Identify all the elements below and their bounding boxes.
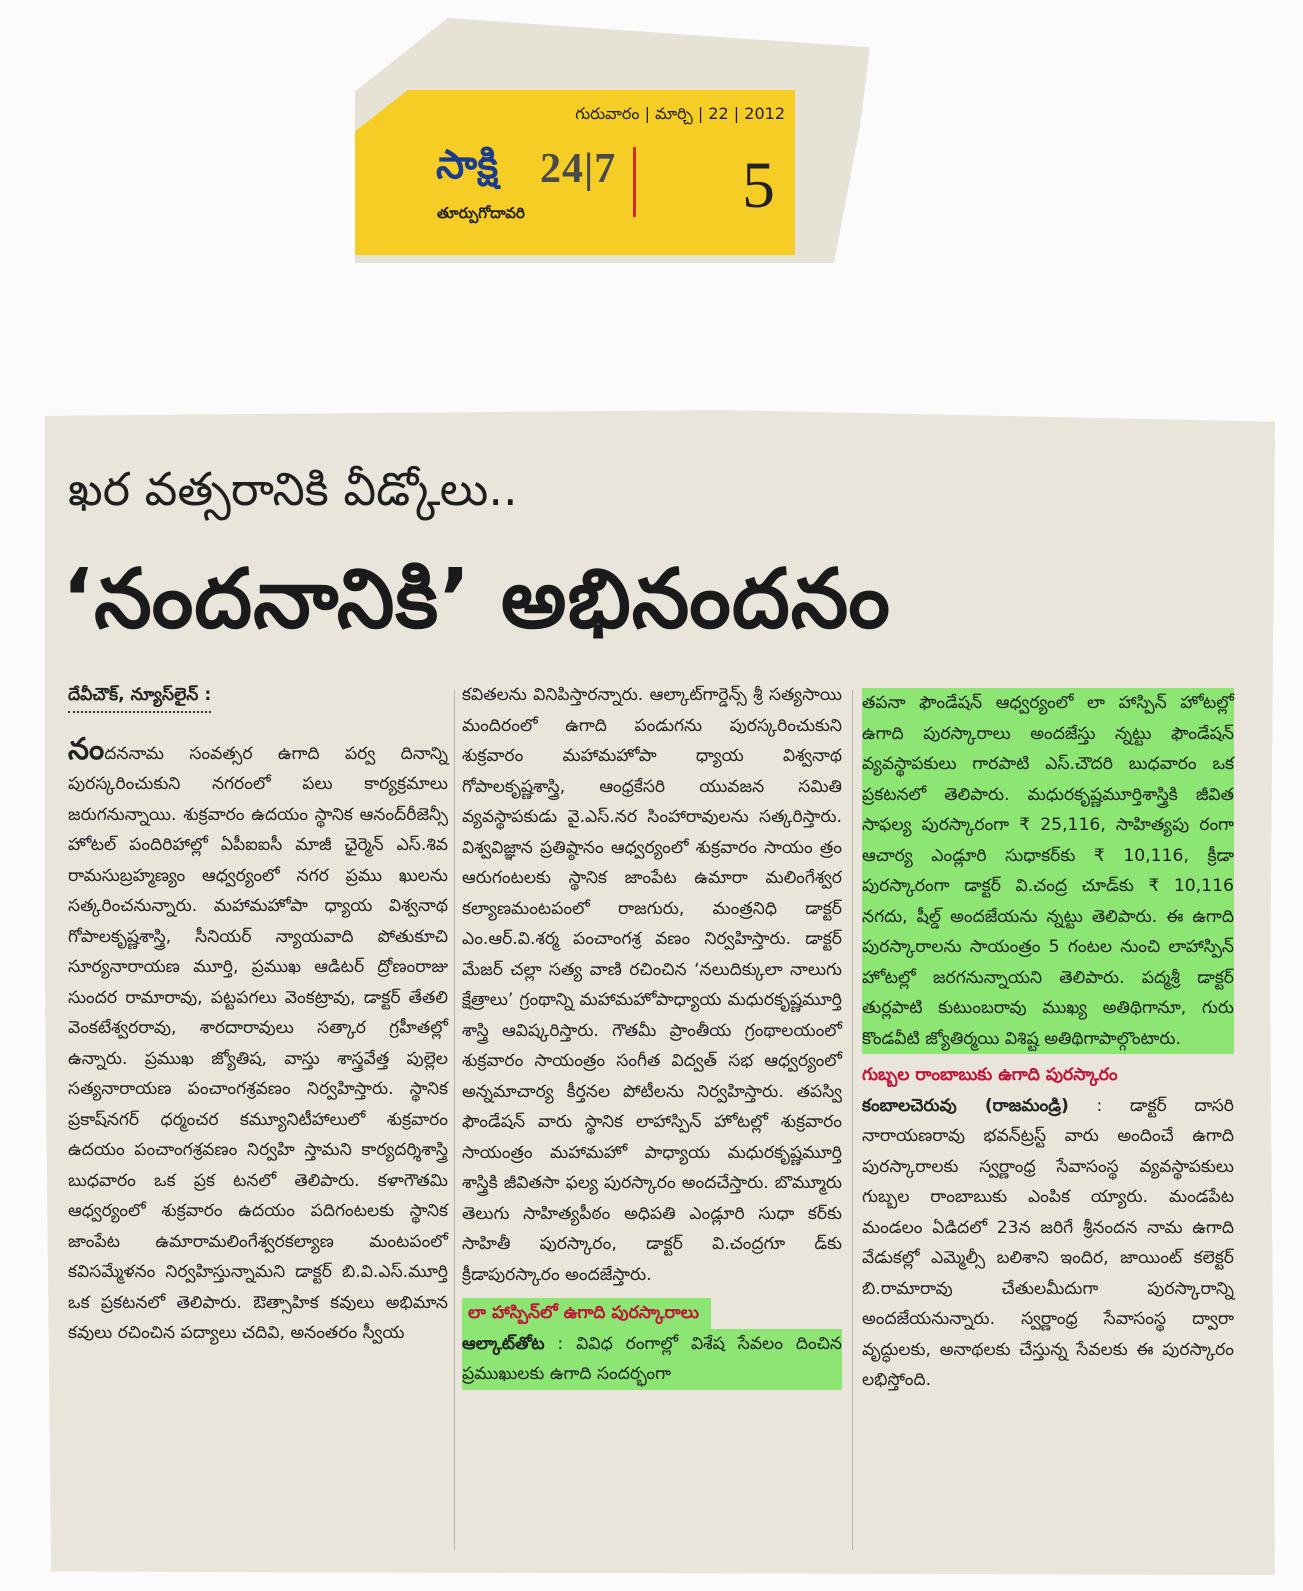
- masthead-page-number: 5: [742, 149, 775, 222]
- column-2-place: ఆల్కాట్‌తోట: [462, 1333, 545, 1354]
- drop-cap: నం: [68, 731, 105, 767]
- masthead-date: గురువారం | మార్చి | 22 | 2012: [575, 104, 785, 123]
- masthead-edition: 24|7: [540, 146, 617, 192]
- subhead-la-hospin: లా హాస్పిన్‌లో ఉగాది పురస్కారాలు: [462, 1298, 711, 1329]
- column-1-body: దననామ సంవత్సర ఉగాది పర్వ దినాన్ని పురస్కరించుకుని నగరంలో పలు కార్యక్రమాలు జరుగనున్నాయి. శుక్రవారం ఉదయం స్థానిక ఆనంద్‌రీజెన్సీ హోటల్ పందిరిహాల్లో ఏపీఐఐసీ మాజీ ఛైర్మెన్ ఎస్.శివ రామసుబ్రహ్మణ్యం ఆధ్వర్యంలో నగర ప్రము ఖులను సత్కరించనున్నారు. మహామహోపా ధ్యాయ విశ్వనాథ గోపాలకృష్ణశాస్త్రి, సీనియర్ న్యాయవాది పోతుకూచి సూర్యనారాయణ మూర్తి, ప్రముఖ ఆడిటర్ ద్రోణంరాజు సుందర రామారావు, పట్టపగలు వెంకట్రావు, డాక్టర్ తేతలి వెంకటేశ్వరరావు, శారదారావులు సత్కార గ్రహీతల్లో ఉన్నారు. ప్రముఖ జ్యోతిష, వాస్తు శాస్త్రవేత్త పుల్లెల సత్యనారాయణ పంచాంగశ్రవణం నిర్వహిస్తారు. స్థానిక ప్రకాష్‌నగర్ ధర్మంచర కమ్యూనిటీహాలులో శుక్రవారం ఉదయం పంచాంగశ్రవణం నిర్వహి స్తామని కార్యదర్శిశాస్త్రి బుధవారం ఒక ప్రక టనలో తెలిపారు. కళాగౌతమి ఆధ్వర్యంలో శుక్రవారం ఉదయం పదిగంటలకు స్థానిక జాంపేట ఉమారామలింగేశ్వరకల్యాణ మంటపంలో కవిసమ్మేళనం నిర్వహిస్తున్నామని డాక్టర్ బి.వి.ఎస్.మూర్తి ఒక ప్రకటనలో తెలిపారు. ఔత్సాహిక కవులు అభిమాన కవులు రచించిన పద్యాలు చదివి, అనంతరం స్వీయ: [68, 743, 448, 1343]
- article-dateline: దేవీచౌక్, న్యూస్‌లైన్ :: [68, 680, 211, 713]
- column-2-body-2: : వివిధ రంగాల్లో విశేష సేవలం దించిన ప్రముఖులకు ఉగాది సందర్భంగా: [462, 1333, 842, 1384]
- column-divider: [852, 690, 853, 1550]
- article-column-3: [862, 688, 1234, 1396]
- masthead-red-rule: [633, 147, 636, 217]
- article-column-2: [462, 680, 842, 1390]
- masthead-brand: సాక్షి: [436, 142, 499, 188]
- column-3-place: కంబాలచెరువు (రాజమండ్రి): [862, 1095, 1069, 1116]
- column-3-highlighted-body: తపనా ఫౌండేషన్ ఆధ్వర్యంలో లా హాస్పిన్ హోటల్లో ఉగాది పురస్కారాలు అందజేస్తు న్నట్టు ఫౌండేషన్ వ్యవస్థాపకులు గారపాటి ఎస్.చౌదరి బుధవారం ఒక ప్రకటనలో తెలిపారు. మధురకృష్ణమూర్తిశాస్త్రికి జీవిత సాఫల్య పురస్కారంగా ₹ 25,116, సాహిత్యపు రంగా ఆచార్య ఎండ్లూరి సుధాకర్‌కు ₹ 10,116, క్రీడా పురస్కారంగా డాక్టర్ వి.చంద్ర చూడ్‌కు ₹ 10,116 నగదు, షీల్డ్ అందజేయను న్నట్టు తెలిపారు. ఈ ఉగాది పురస్కారాలను సాయంత్రం 5 గంటల నుంచి లాహాస్పిన్ హోటల్లో జరగనున్నాయని తెలిపారు. పద్మశ్రీ డాక్టర్ తుర్లపాటి కుటుంబరావు ముఖ్య అతిథిగానూ, గురు కొండవీటి జ్యోతిర్మయి విశిష్ట అతిథిగాపాల్గొంటారు.: [862, 688, 1234, 1054]
- article-column-1: [68, 680, 448, 1349]
- article-headline: ‘నందనానికి’ అభినందనం: [62, 552, 891, 647]
- masthead-region: తూర్పుగోదావరి: [437, 204, 525, 222]
- column-2-body: కవితలను వినిపిస్తారన్నారు. ఆల్కాట్‌గార్డెన్స్ శ్రీ సత్యసాయి మందిరంలో ఉగాది పండుగను పురస్కరించుకుని శుక్రవారం మహామహోపా ధ్యాయ విశ్వనాథ గోపాలకృష్ణశాస్త్రి, ఆంధ్రకేసరి యువజన సమితి వ్యవస్థాపకుడు వై.ఎస్.నర సింహారావులను సత్కరిస్తారు. విశ్వవిజ్ఞాన ప్రతిష్ఠానం ఆధ్వర్యంలో శుక్రవారం సాయం త్రం ఆరుగంటలకు స్థానిక జాంపేట ఉమారా మలింగేశ్వర కల్యాణమంటపంలో రాజగురు, మంత్రనిధి డాక్టర్ ఎం.ఆర్.వి.శర్మ పంచాంగశ్ర వణం నిర్వహిస్తారు. డాక్టర్ మేజర్ చల్లా సత్య వాణి రచించిన ‘నలుదిక్కులా నాలుగు క్షేత్రాలు’ గ్రంథాన్ని మహామహోపాధ్యాయ మధురకృష్ణమూర్తి శాస్త్రి ఆవిష్కరిస్తారు. గౌతమీ ప్రాంతీయ గ్రంథాలయంలో శుక్రవారం సాయంత్రం సంగీత విద్వత్ సభ ఆధ్వర్యంలో అన్నమాచార్య కీర్తనల పోటీలను నిర్వహిస్తారు. తపస్వి ఫౌండేషన్ వారు స్థానిక లాహాస్పిన్ హోటల్లో శుక్రవారం సాయంత్రం మహామహో పాధ్యాయ మధురకృష్ణమూర్తి శాస్త్రికి జీవితసా ఫల్య పురస్కారం అందచేస్తారు. బొమ్మూరు తెలుగు సాహిత్యపీఠం అధిపతి ఎండ్లూరి సుధా కర్‌కు సాహితీ పురస్కారం, డాక్టర్ వి.చంద్రగూ డ్‌కు క్రీడాపురస్కారం అందజేస్తారు.: [462, 685, 842, 1285]
- column-3-body: : డాక్టర్ దాసరి నారాయణరావు భవన్‌ట్రస్ట్ వారు అందించే ఉగాది పురస్కారాలకు స్వర్ణాంధ్ర సేవాసంస్థ వ్యవస్థాపకులు గుబ్బల రాంబాబుకు ఎంపిక య్యారు. మండపేట మండలం ఏడిదలో 23న జరిగే శ్రీనందన నామ ఉగాది వేడుకల్లో ఎమ్మెల్సీ బలిశాని ఇందిర, జాయింట్ కలెక్టర్ బి.రామారావు చేతులమీదుగా పురస్కారాన్ని అందజేయనున్నారు. స్వర్ణాంధ్ర సేవాసంస్థ ద్వారా వృద్ధులకు, అనాథలకు చేస్తున్న సేవలకు ఈ పురస్కారం లభిస్తోంది.: [862, 1095, 1234, 1390]
- article-kicker: ఖర వత్సరానికి వీడ్కోలు..: [68, 462, 518, 516]
- subhead-gubbala: గుబ్బల రాంబాబుకు ఉగాది పురస్కారం: [862, 1065, 1118, 1085]
- column-divider: [454, 690, 455, 1550]
